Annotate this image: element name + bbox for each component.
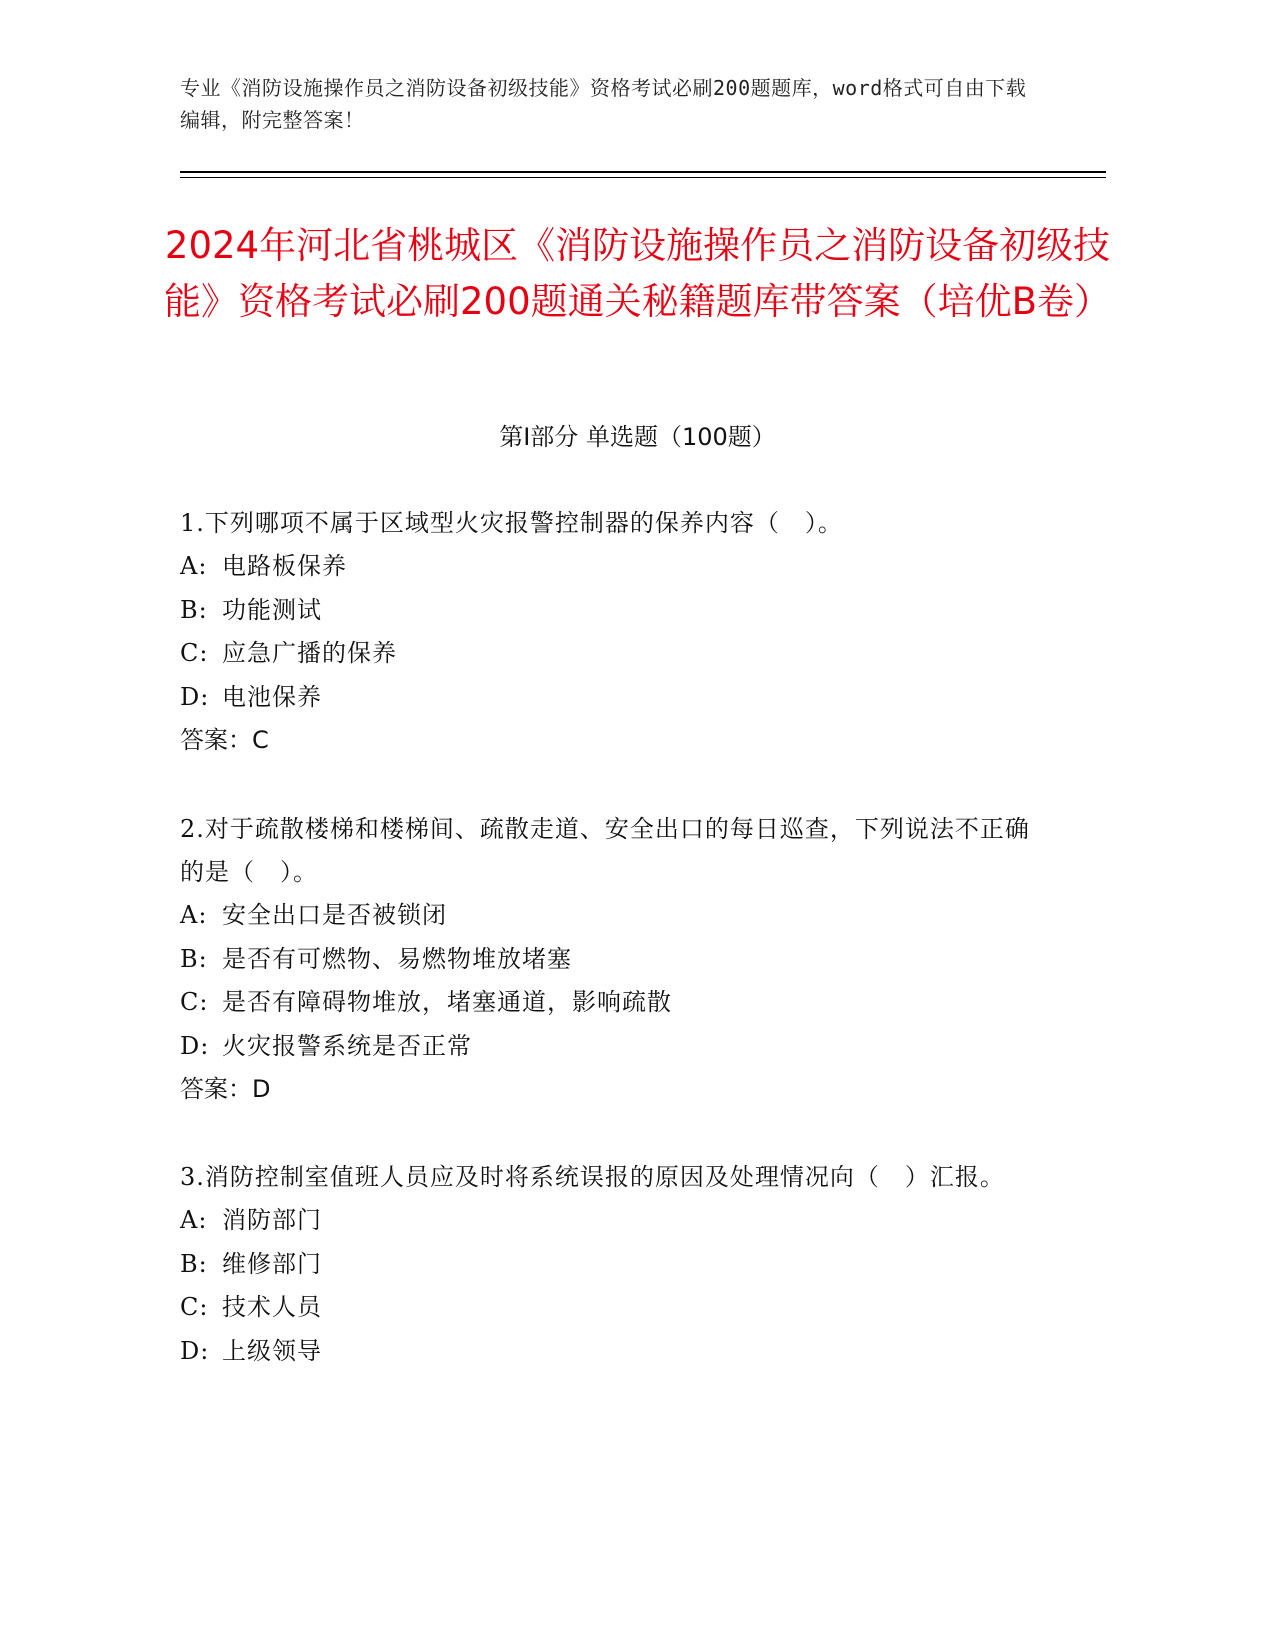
option-text: 是否有障碍物堆放，堵塞通道，影响疏散 — [222, 988, 672, 1016]
option-text: 上级领导 — [222, 1336, 322, 1365]
option-a — [180, 894, 1040, 938]
option-text: 技术人员 — [222, 1293, 322, 1321]
header-rule-thick — [180, 171, 1106, 173]
option-letter: D: — [180, 1336, 210, 1365]
option-text: 功能测试 — [222, 595, 322, 624]
question-stem: 1.下列哪项不属于区域型火灾报警控制器的保养内容（ ）。 — [180, 509, 843, 537]
option-a — [180, 1199, 1040, 1243]
option-letter: D: — [180, 682, 210, 711]
option-d — [180, 1330, 1040, 1374]
option-text: 维修部门 — [222, 1249, 322, 1278]
option-letter: B: — [180, 595, 208, 624]
option-letter: C: — [180, 1293, 209, 1321]
question-2 — [180, 808, 1040, 1112]
option-text: 电池保养 — [222, 682, 322, 711]
document-title: 2024年河北省桃城区《消防设施操作员之消防设备初级技能》资格考试必刷200题通关秘籍题库带答案（培优B卷） — [163, 224, 1111, 323]
option-letter: B: — [180, 1249, 208, 1278]
option-letter: A: — [180, 1206, 208, 1234]
answer-line: 答案：D — [180, 1075, 271, 1103]
option-letter: D: — [180, 1031, 210, 1060]
option-letter: C: — [180, 639, 209, 667]
option-text: 电路板保养 — [222, 552, 347, 580]
answer-line: 答案：C — [180, 726, 269, 754]
option-b — [180, 589, 1040, 633]
option-c — [180, 1286, 1040, 1330]
question-stem: 3.消防控制室值班人员应及时将系统误报的原因及处理情况向（ ）汇报。 — [180, 1163, 1005, 1191]
option-text: 消防部门 — [222, 1206, 322, 1234]
question-1 — [180, 502, 1040, 763]
option-text: 安全出口是否被锁闭 — [222, 901, 447, 929]
question-stem: 2.对于疏散楼梯和楼梯间、疏散走道、安全出口的每日巡查，下列说法不正确的是（ ）。 — [180, 815, 1030, 886]
option-text: 应急广播的保养 — [222, 639, 397, 667]
section-title: 第Ⅰ部分 单选题（100题） — [499, 423, 776, 451]
header-rule-thin — [180, 177, 1106, 178]
option-letter: B: — [180, 944, 208, 973]
question-3 — [180, 1156, 1040, 1373]
option-letter: A: — [180, 901, 208, 929]
option-d — [180, 1025, 1040, 1069]
option-c — [180, 632, 1040, 676]
option-b — [180, 938, 1040, 982]
option-letter: A: — [180, 552, 208, 580]
option-letter: C: — [180, 988, 209, 1016]
option-text: 是否有可燃物、易燃物堆放堵塞 — [222, 944, 572, 973]
header-note: 专业《消防设施操作员之消防设备初级技能》资格考试必刷200题题库，word格式可自由下载编辑，附完整答案！ — [180, 76, 1027, 132]
option-text: 火灾报警系统是否正常 — [222, 1031, 472, 1060]
option-d — [180, 676, 1040, 720]
option-a — [180, 545, 1040, 589]
option-c — [180, 981, 1040, 1025]
option-b — [180, 1243, 1040, 1287]
